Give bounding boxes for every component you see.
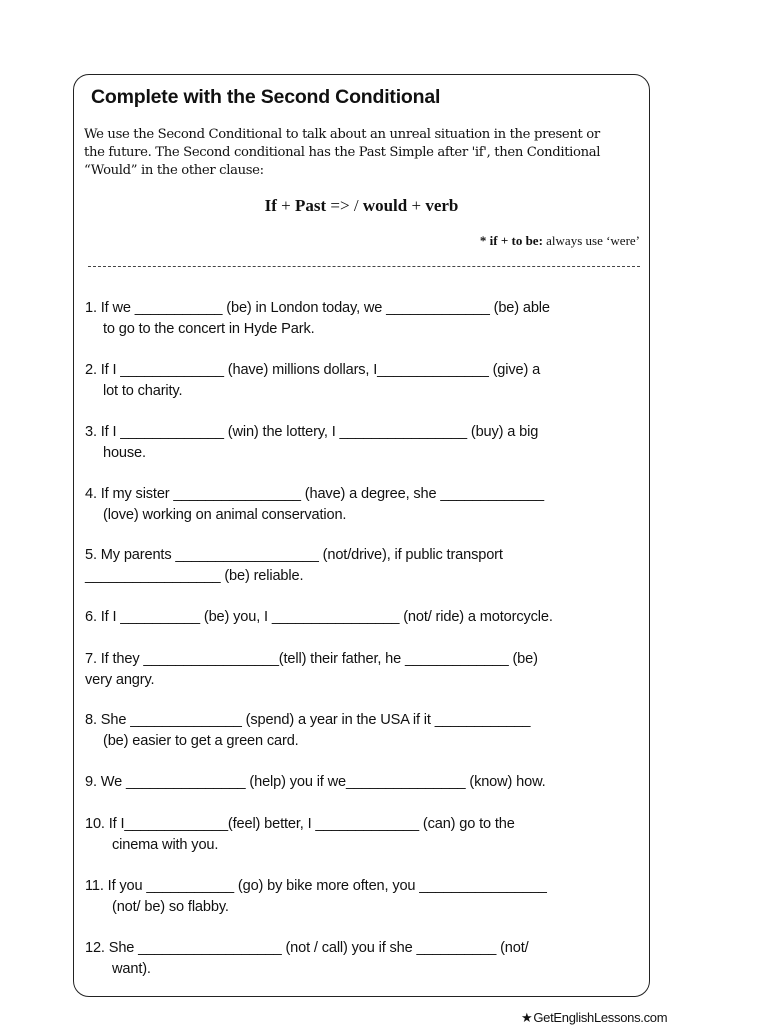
exercise-line: 1. If we ___________ (be) in London today, we _____________ (be) able <box>85 300 550 316</box>
exercise-line: 5. My parents __________________ (not/drive), if public transport <box>85 547 503 563</box>
exercise-line: 10. If I_____________(feel) better, I _____________ (can) go to the <box>85 816 515 832</box>
formula-verb: verb <box>425 196 459 215</box>
exercise-item <box>85 649 645 691</box>
exercise-line: 4. If my sister ________________ (have) a degree, she _____________ <box>85 486 544 502</box>
formula-plus: + <box>276 196 295 215</box>
exercise-item <box>85 545 645 587</box>
exercise-line: cinema with you. <box>112 837 219 853</box>
exercise-line: (not/ be) so flabby. <box>112 899 229 915</box>
exercise-line: (love) working on animal conservation. <box>103 507 347 523</box>
exercise-line: 3. If I _____________ (win) the lottery, I ________________ (buy) a big <box>85 424 539 440</box>
star-icon: ★ <box>521 1010 533 1025</box>
formula-if: If <box>264 196 277 215</box>
exercise-item <box>85 938 645 980</box>
exercise-line: 2. If I _____________ (have) millions dollars, I______________ (give) a <box>85 362 541 378</box>
exercise-line: (be) easier to get a green card. <box>103 733 299 749</box>
exercise-line: want). <box>112 961 151 977</box>
note-prefix: * <box>479 233 490 248</box>
note-bold: if + to be: <box>489 233 543 248</box>
formula-arrow: => / <box>326 196 363 215</box>
exercise-line: 9. We _______________ (help) you if we_______________ (know) how. <box>85 774 546 790</box>
exercise-item <box>85 484 645 526</box>
formula-past: Past <box>294 196 327 215</box>
exercise-line: _________________ (be) reliable. <box>85 568 304 584</box>
exercise-item <box>85 360 645 402</box>
exercise-item <box>85 772 645 793</box>
exercise-item <box>85 876 645 918</box>
were-note <box>480 233 640 249</box>
intro-paragraph <box>84 126 640 180</box>
exercise-line: 12. She __________________ (not / call) you if she __________ (not/ <box>85 940 529 956</box>
intro-line: “Would” in the other clause: <box>84 163 264 178</box>
exercise-line: 11. If you ___________ (go) by bike more often, you ________________ <box>85 878 547 894</box>
exercise-line: to go to the concert in Hyde Park. <box>103 321 315 337</box>
dashed-divider <box>88 266 640 267</box>
exercise-item <box>85 607 645 628</box>
note-text: always use ‘were’ <box>542 233 640 248</box>
exercise-line: lot to charity. <box>103 383 183 399</box>
exercise-item <box>85 422 645 464</box>
exercise-item <box>85 298 645 340</box>
exercise-line: house. <box>103 445 146 461</box>
intro-line: the future. The Second conditional has the Past Simple after 'if', then Conditional <box>84 145 601 160</box>
exercise-item <box>85 814 645 856</box>
grammar-formula <box>73 196 650 216</box>
footer-site-name: GetEnglishLessons.com <box>533 1010 668 1025</box>
page-title: Complete with the Second Conditional <box>91 86 441 108</box>
formula-would: would <box>362 196 408 215</box>
exercise-line: very angry. <box>85 672 155 688</box>
exercise-line: 6. If I __________ (be) you, I ________________ (not/ ride) a motorcycle. <box>85 609 553 625</box>
exercise-item <box>85 710 645 752</box>
intro-line: We use the Second Conditional to talk about an unreal situation in the present or <box>84 127 600 142</box>
formula-plus: + <box>407 196 426 215</box>
exercise-line: 8. She ______________ (spend) a year in the USA if it ____________ <box>85 712 531 728</box>
exercise-line: 7. If they _________________(tell) their father, he _____________ (be) <box>85 651 538 667</box>
